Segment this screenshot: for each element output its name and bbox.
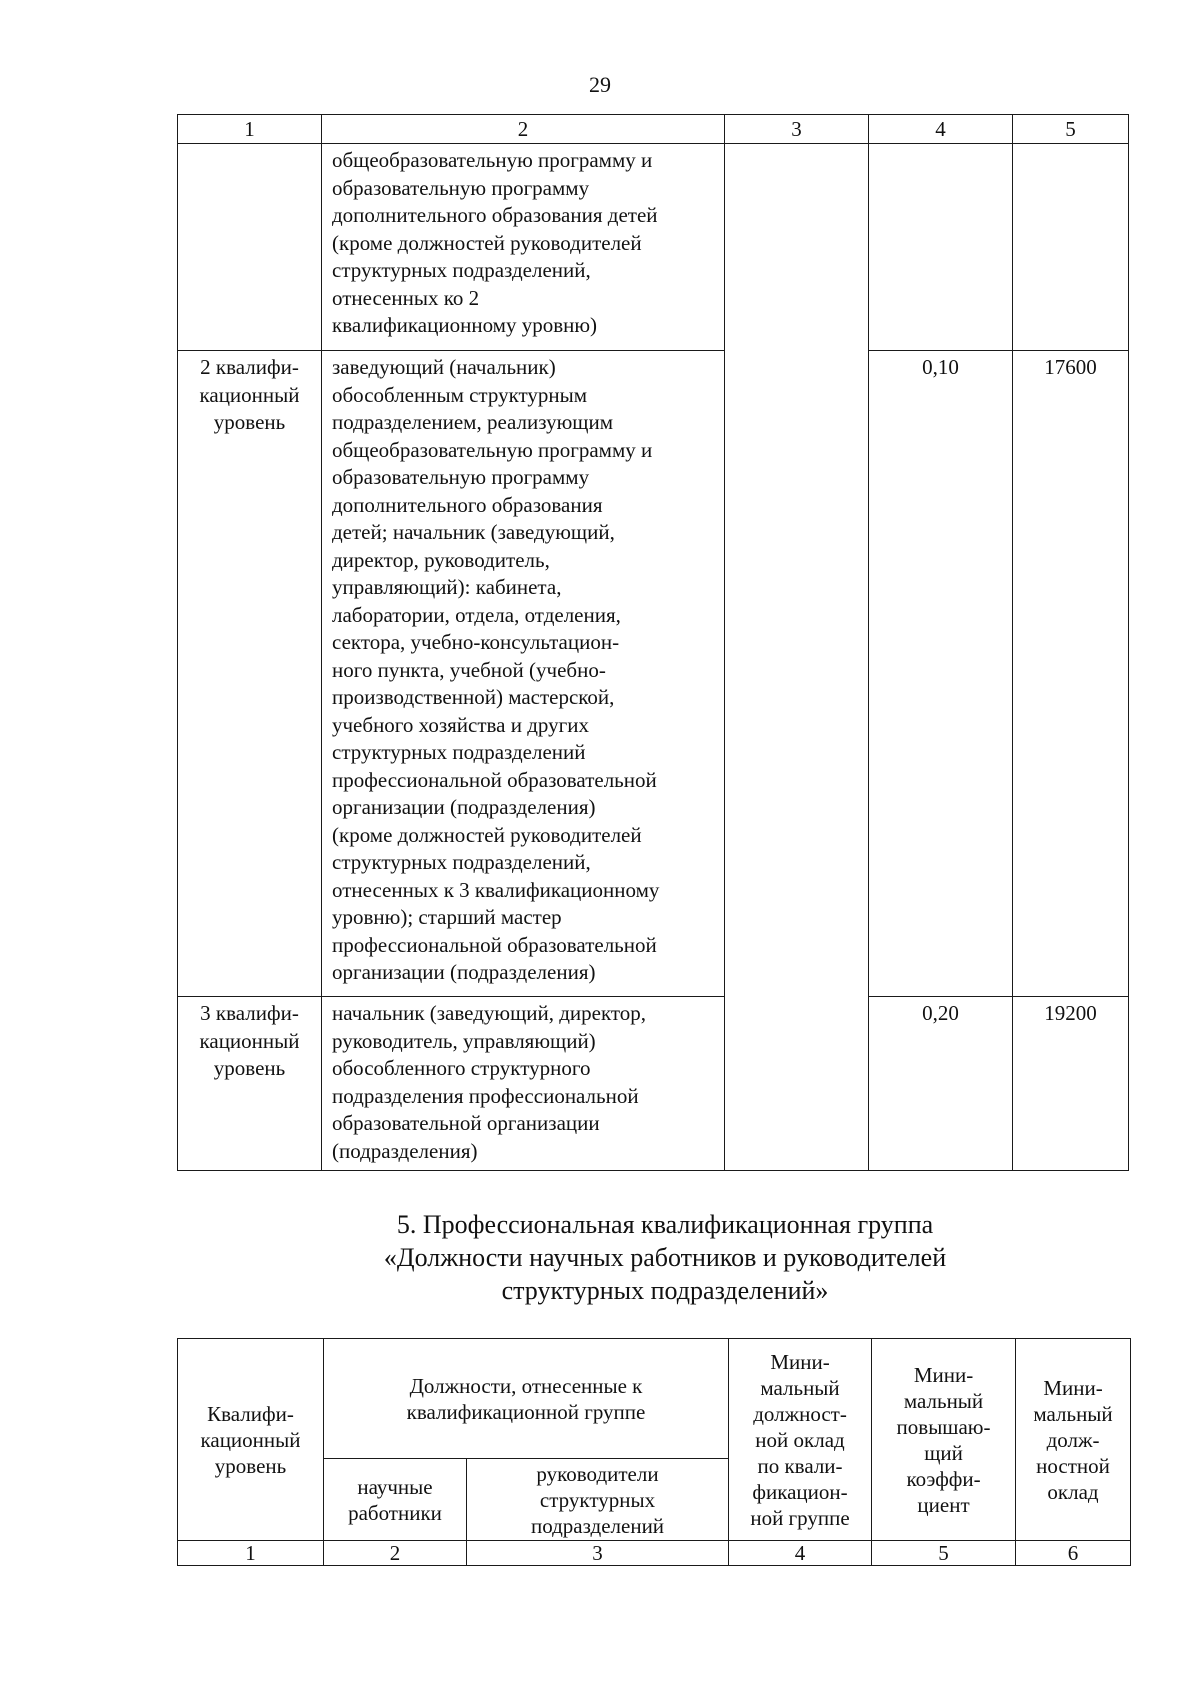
- text-line: 3 квалифи-: [200, 1001, 299, 1025]
- text-line: дополнительного образования детей: [332, 203, 658, 227]
- header-min-salary-group: [729, 1339, 872, 1541]
- page-number: 29: [589, 72, 611, 97]
- text-line: работники: [348, 1500, 442, 1525]
- qualification-group-5-table: [177, 1338, 1131, 1566]
- text-line: (подразделения): [332, 1138, 478, 1163]
- text-line: сектора, учебно-консультацион-: [332, 630, 620, 654]
- column-number: 1: [178, 115, 322, 144]
- text-line: мальный: [760, 1375, 840, 1400]
- column-number: 5: [872, 1541, 1016, 1566]
- text-line: ного пункта, учебной (учебно-: [332, 657, 606, 682]
- coefficient-value: 0,20: [869, 997, 1013, 1171]
- text-line: структурных подразделений,: [332, 850, 591, 874]
- coefficient-value: 0,10: [869, 351, 1013, 997]
- text-line: профессиональной образовательной: [332, 767, 657, 792]
- column-number: 3: [725, 115, 869, 144]
- text-line: обособленным структурным: [332, 382, 588, 407]
- text-line: научные: [357, 1474, 433, 1499]
- text-line: мальный: [903, 1388, 984, 1413]
- text-line: Должности, отнесенные к: [409, 1373, 643, 1398]
- text-line: оклад: [1047, 1479, 1099, 1504]
- text-line: организации (подразделения): [332, 795, 596, 819]
- text-line: по квали-: [757, 1453, 843, 1478]
- text-line: подразделения профессиональной: [332, 1083, 639, 1108]
- text-line: руководители: [536, 1461, 659, 1486]
- text-line: руководитель, управляющий): [332, 1028, 596, 1053]
- text-line: Мини-: [1043, 1375, 1103, 1400]
- table-row: [178, 351, 1129, 997]
- text-line: отнесенных к 3 квалификационному: [332, 877, 660, 902]
- column-number: 2: [322, 115, 725, 144]
- text-line: производственной) мастерской,: [332, 685, 615, 709]
- text-line: фикацион-: [752, 1479, 848, 1504]
- text-line: кационный: [199, 382, 300, 407]
- section-title-line: структурных подразделений»: [501, 1276, 829, 1305]
- coefficient-cell-empty: [869, 144, 1013, 351]
- text-line: общеобразовательную программу и: [332, 148, 653, 172]
- qualification-table-continued: [177, 114, 1129, 1171]
- text-line: структурных: [539, 1487, 656, 1512]
- text-line: мальный: [1033, 1401, 1113, 1426]
- text-line: Квалифи-: [207, 1401, 294, 1426]
- text-line: лаборатории, отдела, отделения,: [332, 602, 621, 627]
- text-line: подразделением, реализующим: [332, 410, 613, 434]
- text-line: образовательной организации: [332, 1111, 600, 1135]
- header-min-coefficient: [872, 1339, 1016, 1541]
- header-scientists: [324, 1459, 467, 1541]
- text-line: заведующий (начальник): [332, 355, 556, 379]
- salary-value: 17600: [1013, 351, 1129, 997]
- header-min-salary: [1016, 1339, 1131, 1541]
- text-line: образовательную программу: [332, 175, 590, 200]
- text-line: квалификационной группе: [406, 1399, 646, 1424]
- text-line: начальник (заведующий, директор,: [332, 1001, 647, 1025]
- column-number: 3: [467, 1541, 729, 1566]
- text-line: 2 квалифи-: [200, 355, 299, 379]
- text-line: (кроме должностей руководителей: [332, 822, 642, 847]
- section-title: [180, 1208, 1150, 1307]
- header-positions-group: [324, 1339, 729, 1459]
- section-title-line: «Должности научных работников и руководителей: [383, 1243, 947, 1272]
- text-line: структурных подразделений: [332, 740, 586, 764]
- text-line: уровень: [214, 1453, 287, 1478]
- text-line: Мини-: [913, 1362, 974, 1387]
- text-line: общеобразовательную программу и: [332, 437, 653, 462]
- positions-list: [322, 351, 725, 997]
- qualification-level: [178, 997, 322, 1171]
- text-line: профессиональной образовательной: [332, 932, 657, 957]
- text-line: (кроме должностей руководителей: [332, 230, 642, 255]
- text-line: обособленного структурного: [332, 1056, 591, 1080]
- text-line: подразделений: [530, 1513, 665, 1538]
- salary-value: 19200: [1013, 997, 1129, 1171]
- column-number: 5: [1013, 115, 1129, 144]
- column-3-merged-cell: [725, 144, 869, 1171]
- text-line: уровню); старший мастер: [332, 905, 562, 929]
- column-number-row: [178, 1541, 1131, 1566]
- positions-continuation: [322, 144, 725, 351]
- text-line: уровень: [213, 410, 286, 434]
- text-line: долж-: [1046, 1427, 1100, 1452]
- text-line: дополнительного образования: [332, 492, 603, 517]
- text-line: организации (подразделения): [332, 960, 596, 984]
- text-line: кационный: [200, 1427, 301, 1452]
- text-line: циент: [917, 1492, 970, 1517]
- text-line: квалификационному уровню): [332, 313, 598, 337]
- column-number: 4: [869, 115, 1013, 144]
- text-line: учебного хозяйства и других: [332, 712, 589, 737]
- text-line: структурных подразделений,: [332, 258, 591, 282]
- header-managers: [467, 1459, 729, 1541]
- text-line: ной группе: [750, 1505, 850, 1530]
- text-line: отнесенных ко 2: [332, 285, 480, 310]
- text-line: образовательную программу: [332, 465, 590, 489]
- header-qualification-level: [178, 1339, 324, 1541]
- table-row: [178, 144, 1129, 351]
- column-number: 6: [1016, 1541, 1131, 1566]
- text-line: должност-: [753, 1401, 847, 1426]
- text-line: Мини-: [770, 1349, 830, 1374]
- text-line: щий: [924, 1440, 963, 1465]
- table-row: [178, 997, 1129, 1171]
- header-row: [178, 1339, 1131, 1459]
- column-number: 4: [729, 1541, 872, 1566]
- salary-cell-empty: [1013, 144, 1129, 351]
- column-number: 1: [178, 1541, 324, 1566]
- section-title-line: 5. Профессиональная квалификационная группа: [396, 1210, 934, 1239]
- level-cell-empty: [178, 144, 322, 351]
- text-line: ностной: [1036, 1453, 1110, 1478]
- text-line: коэффи-: [906, 1466, 981, 1491]
- text-line: кационный: [199, 1028, 300, 1053]
- text-line: уровень: [213, 1056, 286, 1080]
- text-line: директор, руководитель,: [332, 547, 550, 572]
- positions-list: [322, 997, 725, 1171]
- text-line: детей; начальник (заведующий,: [332, 520, 615, 544]
- text-line: управляющий): кабинета,: [332, 575, 562, 599]
- qualification-level: [178, 351, 322, 997]
- text-line: повышаю-: [896, 1414, 991, 1439]
- text-line: ной оклад: [755, 1427, 845, 1452]
- column-number-row: [178, 115, 1129, 144]
- column-number: 2: [324, 1541, 467, 1566]
